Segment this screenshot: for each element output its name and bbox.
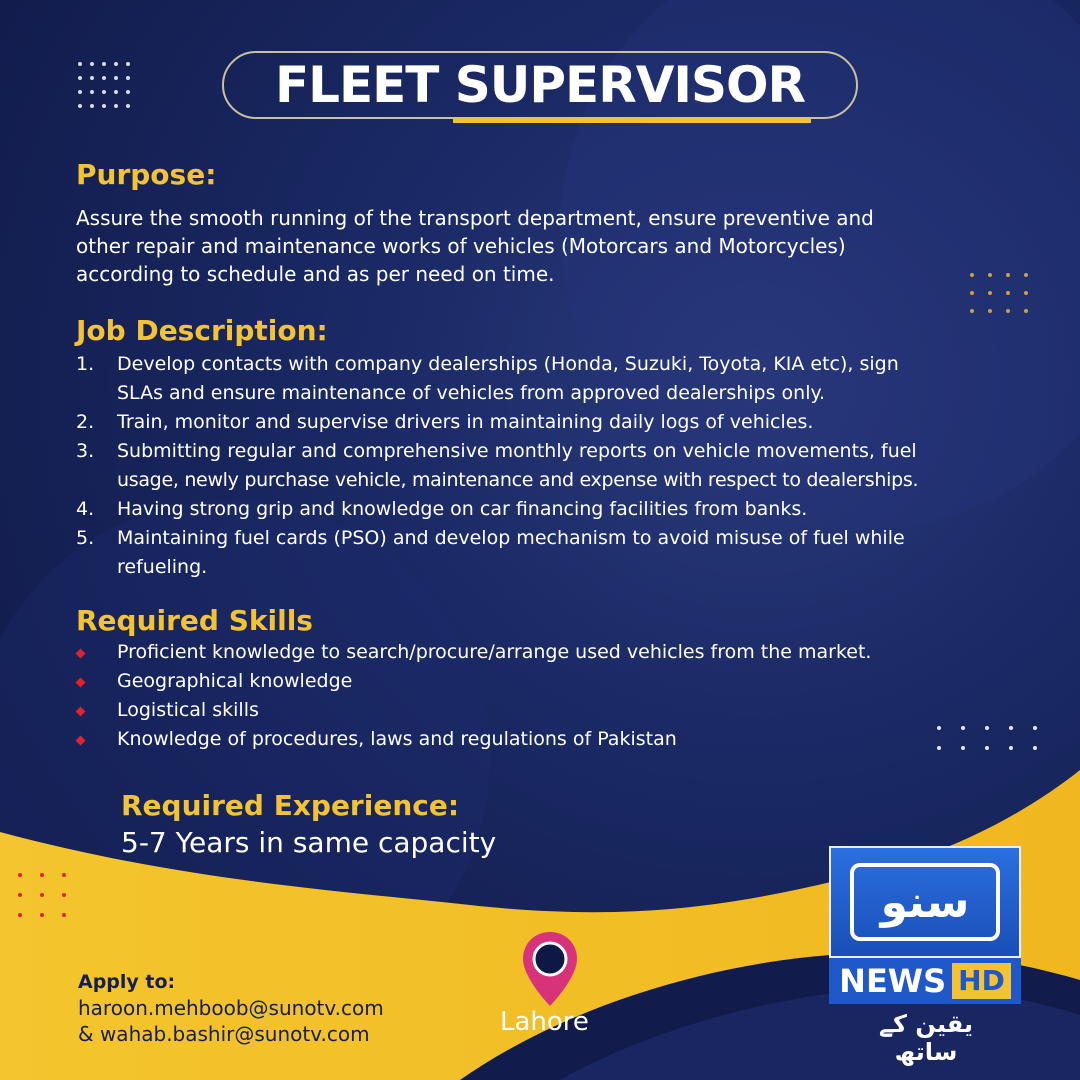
list-item-text: Having strong grip and knowledge on car financing facilities from banks.: [117, 498, 808, 520]
list-item-text: Submitting regular and comprehensive monthly reports on vehicle movements, fuel: [117, 440, 917, 462]
logo-tagline: یقین کے ساتھ: [878, 1010, 974, 1066]
job-description-list: [76, 350, 1036, 582]
list-item: [76, 437, 1036, 495]
list-item-text: Train, monitor and supervise drivers in maintaining daily logs of vehicles.: [117, 411, 814, 433]
purpose-line: Assure the smooth running of the transport department, ensure preventive and: [76, 206, 874, 230]
required-experience-heading: Required Experience:: [121, 789, 460, 822]
list-item: [76, 408, 1036, 437]
list-number: 5.: [76, 527, 95, 549]
required-skills-list: [76, 638, 1036, 754]
list-item: [76, 638, 1036, 667]
list-item-text: Maintaining fuel cards (PSO) and develop mechanism to avoid misuse of fuel while: [117, 527, 905, 549]
list-item-text: Develop contacts with company dealerships (Honda, Suzuki, Toyota, KIA etc), sign: [117, 353, 899, 375]
purpose-heading: Purpose:: [76, 158, 217, 191]
title-underline: [453, 118, 811, 123]
title-pill: [222, 51, 858, 119]
bullet-diamond-icon: [76, 649, 86, 659]
list-item-text: Logistical skills: [117, 699, 259, 721]
list-item-text: refueling.: [117, 556, 208, 578]
logo-news-bar: [829, 958, 1021, 1004]
list-number: 3.: [76, 440, 95, 462]
location-label: Lahore: [500, 1007, 589, 1037]
logo-urdu-text: سنو: [880, 876, 970, 928]
required-skills-heading: Required Skills: [76, 604, 313, 637]
list-item-text: Geographical knowledge: [117, 670, 353, 692]
list-item: [76, 524, 1036, 582]
page-title: FLEET SUPERVISOR: [274, 56, 806, 114]
required-experience-value: 5-7 Years in same capacity: [121, 826, 497, 859]
purpose-line: other repair and maintenance works of vehicles (Motorcars and Motorcycles): [76, 234, 846, 258]
list-number: 4.: [76, 498, 95, 520]
logo-urdu-panel: [829, 846, 1021, 958]
dot-grid-bottom-left-red: [18, 873, 84, 917]
list-item: [76, 495, 1036, 524]
list-item-text: Knowledge of procedures, laws and regulations of Pakistan: [117, 728, 677, 750]
purpose-line: according to schedule and as per need on time.: [76, 262, 555, 286]
job-description-heading: Job Description:: [76, 314, 328, 347]
list-item-text: usage, newly purchase vehicle, maintenance and expense with respect to dealerships.: [117, 469, 919, 491]
bullet-diamond-icon: [76, 736, 86, 746]
apply-email-2[interactable]: & wahab.bashir@sunotv.com: [78, 1022, 370, 1046]
dot-grid-top-left: [78, 62, 138, 108]
logo-news-text: NEWS: [839, 962, 947, 1000]
list-number: 2.: [76, 411, 95, 433]
logo-hd-badge: HD: [952, 963, 1011, 999]
suno-news-logo: [829, 846, 1021, 1004]
list-item: [76, 725, 1036, 754]
list-item-text: Proficient knowledge to search/procure/arrange used vehicles from the market.: [117, 641, 872, 663]
bullet-diamond-icon: [76, 678, 86, 688]
apply-heading: Apply to:: [78, 971, 176, 993]
list-item: [76, 696, 1036, 725]
purpose-text: [76, 204, 1036, 288]
list-item-text: SLAs and ensure maintenance of vehicles from approved dealerships only.: [117, 382, 826, 404]
location-pin-icon: [520, 930, 580, 1010]
bullet-diamond-icon: [76, 707, 86, 717]
list-item: [76, 350, 1036, 408]
apply-email-1[interactable]: haroon.mehboob@sunotv.com: [78, 996, 384, 1020]
list-item: [76, 667, 1036, 696]
list-number: 1.: [76, 353, 95, 375]
